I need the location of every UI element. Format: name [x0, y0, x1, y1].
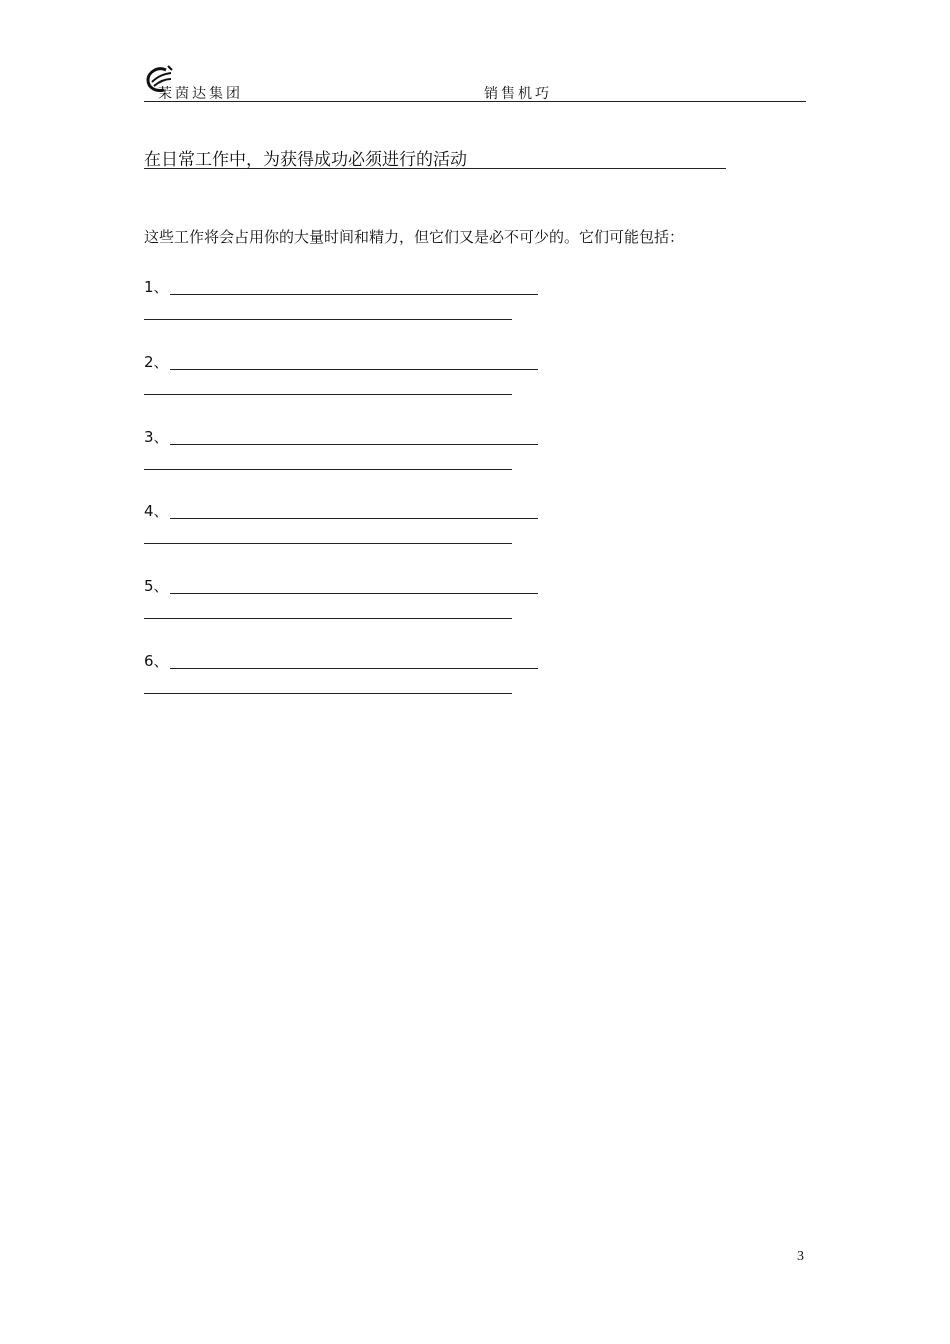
answer-blank-line[interactable]: [170, 518, 538, 519]
document-title: 销售机巧: [484, 86, 552, 102]
header-divider: [144, 101, 806, 102]
item-number: 2、: [144, 353, 169, 371]
answer-blank-line[interactable]: [170, 444, 538, 445]
answer-blank-line[interactable]: [144, 394, 512, 395]
list-item: [144, 652, 544, 692]
answer-blank-line[interactable]: [170, 668, 538, 669]
item-number: 1、: [144, 278, 169, 296]
item-number: 6、: [144, 652, 169, 670]
intro-paragraph: 这些工作将会占用你的大量时间和精力，但它们又是必不可少的。它们可能包括：: [144, 228, 685, 246]
answer-blank-line[interactable]: [144, 618, 512, 619]
answer-blank-line[interactable]: [144, 693, 512, 694]
answer-blank-line[interactable]: [170, 369, 538, 370]
list-item: [144, 428, 544, 468]
company-name: 茉茵达集团: [158, 86, 243, 102]
list-item: [144, 353, 544, 393]
answer-blank-line[interactable]: [170, 294, 538, 295]
answer-blank-line[interactable]: [144, 543, 512, 544]
list-item: [144, 278, 544, 318]
page-number: 3: [797, 1249, 804, 1264]
page-header: [144, 62, 806, 102]
answer-blank-line[interactable]: [144, 469, 512, 470]
answer-blank-line[interactable]: [144, 319, 512, 320]
answer-blank-line[interactable]: [170, 593, 538, 594]
section-heading-text: 在日常工作中，为获得成功必须进行的活动: [144, 150, 467, 170]
item-number: 5、: [144, 577, 169, 595]
list-item: [144, 577, 544, 617]
section-heading: [144, 150, 726, 170]
item-number: 3、: [144, 428, 169, 446]
list-item: [144, 502, 544, 542]
item-number: 4、: [144, 502, 169, 520]
